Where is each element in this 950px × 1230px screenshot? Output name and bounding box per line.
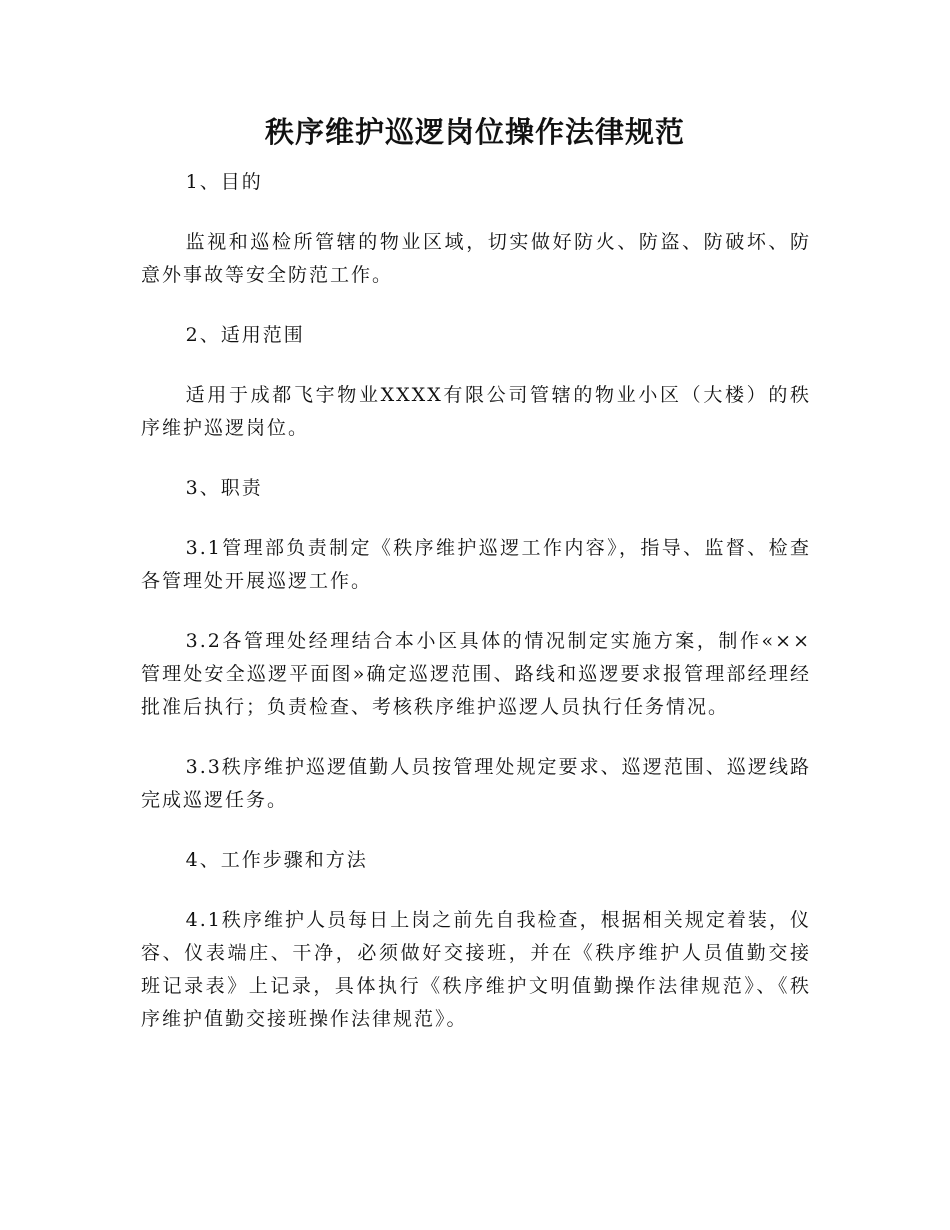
document-title: 秩序维护巡逻岗位操作法律规范 [264,115,685,149]
paragraph-duty-3-1: 3.1管理部负责制定《秩序维护巡逻工作内容》，指导、监督、检查各管理处开展巡逻工作。 [141,537,811,592]
paragraph-scope: 适用于成都飞宇物业XXXX有限公司管辖的物业小区（大楼）的秩序维护巡逻岗位。 [141,384,811,439]
section-heading-purpose: 1、目的 [185,171,263,193]
paragraph-purpose: 监视和巡检所管辖的物业区域，切实做好防火、防盗、防破坏、防意外事故等安全防范工作。 [141,231,811,286]
document-body [141,166,811,1063]
paragraph-procedure-4-1: 4.1秩序维护人员每日上岗之前先自我检查，根据相关规定着装，仪容、仪表端庄、干净，必须做好交接班，并在《秩序维护人员值勤交接班记录表》上记录，具体执行《秩序维护文明值勤操作法律规范》、《秩序维护值勤交接班操作法律规范》。 [141,909,811,1030]
section-heading-scope: 2、适用范围 [185,324,305,346]
section-heading-duties: 3、职责 [185,477,263,499]
paragraph-duty-3-2: 3.2各管理处经理结合本小区具体的情况制定实施方案，制作«××管理处安全巡逻平面图»确定巡逻范围、路线和巡逻要求报管理部经理经批准后执行；负责检查、考核秩序维护巡逻人员执行任务情况。 [141,630,811,718]
paragraph-duty-3-3: 3.3秩序维护巡逻值勤人员按管理处规定要求、巡逻范围、巡逻线路完成巡逻任务。 [141,756,811,811]
section-heading-procedure: 4、工作步骤和方法 [185,849,368,871]
